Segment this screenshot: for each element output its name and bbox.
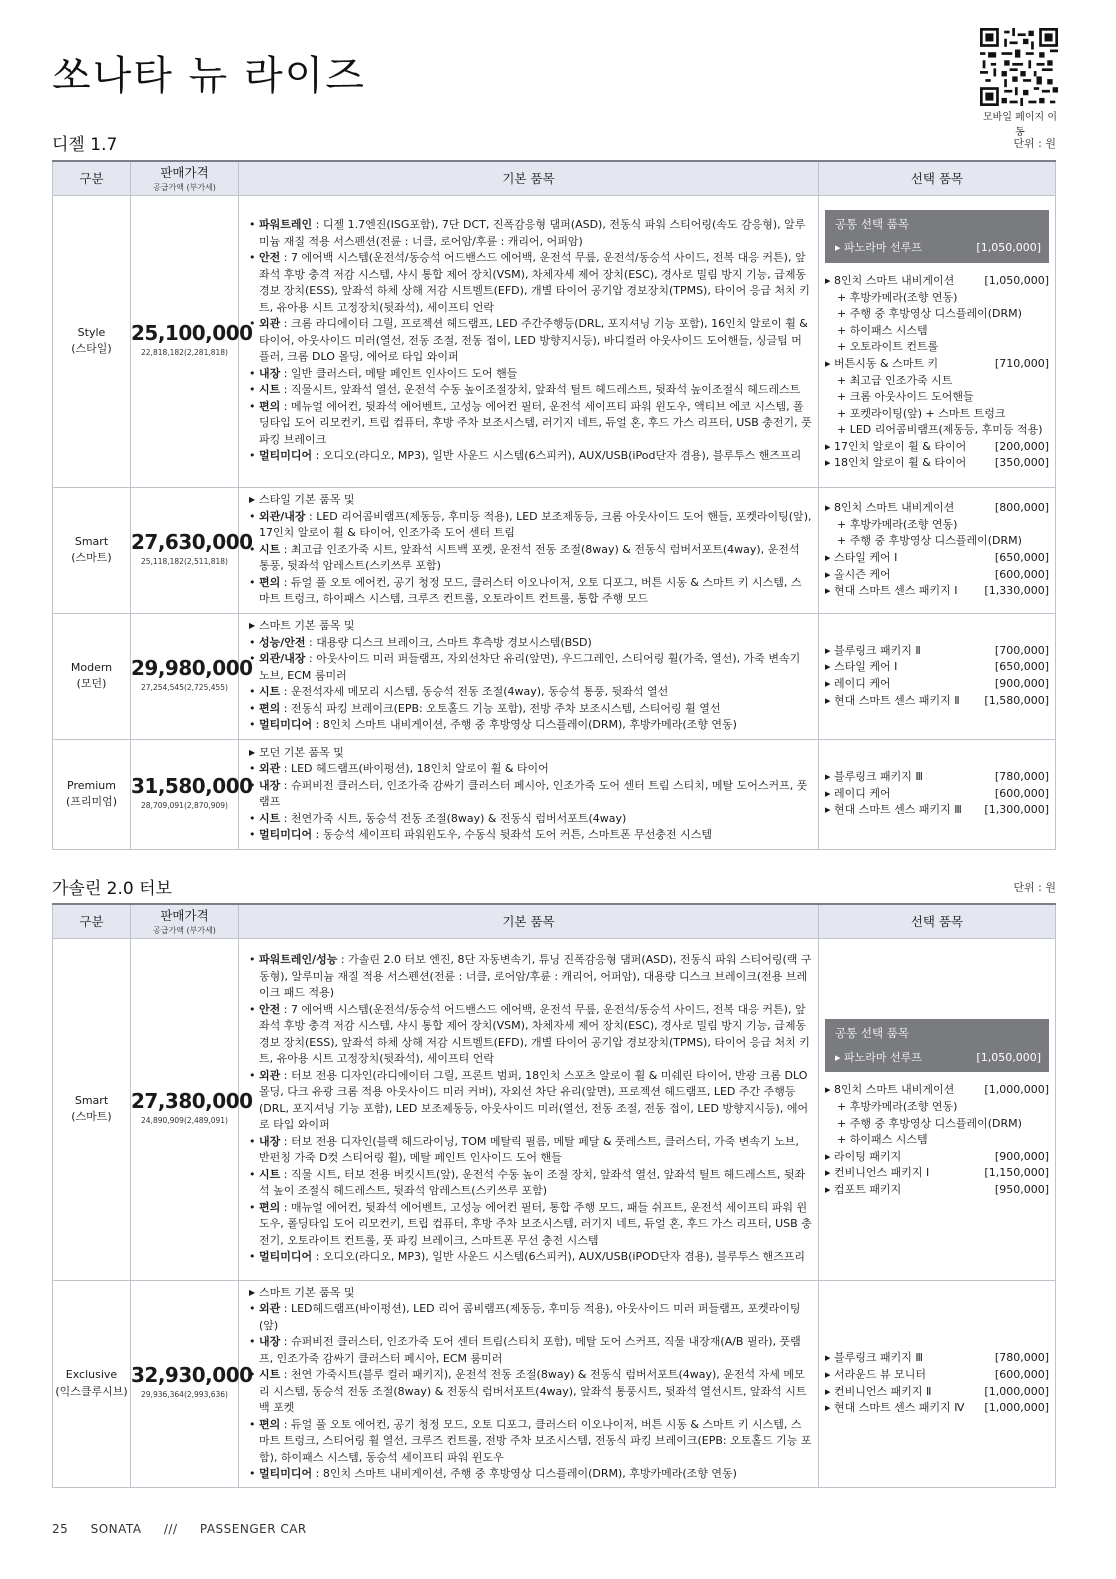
option-cell [819,487,1056,613]
option-item [825,1182,1049,1199]
option-price: [800,000] [994,501,1049,515]
option-price: [710,000] [994,356,1049,370]
option-name: ▸ 블루링크 패키지 Ⅲ [825,769,923,786]
basic-item-category: 내장 [259,1134,281,1148]
header-option: 선택 품목 [819,161,1056,195]
option-price: [950,000] [994,1182,1049,1196]
qr-code-icon [980,28,1058,106]
basic-item-detail: : 오디오(라디오, MP3), 일반 사운드 시스템(6스피커), AUX/USB(iPOD단자 겸용), 블루투스 핸즈프리 [312,1250,806,1264]
basic-item-category: 외관/내장 [259,509,306,523]
basic-item [249,1466,812,1483]
header-option: 선택 품목 [819,904,1056,938]
trim-row [53,195,1056,487]
trim-cell [53,938,131,1280]
option-name: ▸ 컨비니언스 패키지 Ⅰ [825,1165,929,1182]
option-name: ▸ 블루링크 패키지 Ⅲ [825,1350,923,1367]
option-list [825,1082,1049,1198]
header-price-label: 판매가격 [160,165,209,181]
basic-item-category: 내장 [259,778,281,792]
basic-item-category: 멀티미디어 [259,1467,313,1480]
net-price: 25,118,182(2,511,818) [141,556,228,566]
trim-cell [53,1280,131,1487]
option-subitem: + 주행 중 후방영상 디스플레이(DRM) [837,534,1022,548]
option-price: [1,150,000] [984,1166,1049,1180]
basic-item-category: 시트 [259,383,281,397]
basic-item [249,761,812,778]
option-item [825,500,1049,517]
basic-item-category: 멀티미디어 [259,1250,313,1264]
trim-cell [53,739,131,849]
basic-item [249,1417,812,1467]
basic-item [249,399,812,449]
trim-row [53,938,1056,1280]
section-title-diesel: 디젤 1.7 [52,135,118,155]
basic-item-detail: : 직물 시트, 터보 전용 버킷시트(앞), 운전석 수동 높이 조절 장치, 앞좌석 열선, 앞좌석 틸트 헤드레스트, 뒷좌석 높이 조절식 헤드레스트, 뒷좌석 암레스트(스키쓰루 포함) [259,1167,806,1198]
basic-item-category: 성능/안전 [259,635,306,649]
option-price: [600,000] [994,1367,1049,1381]
common-option-name: ▸ 파노라마 선루프 [835,241,922,255]
option-cell [819,613,1056,739]
basic-items-cell [239,487,819,613]
basic-item [249,1301,812,1334]
sale-price: 32,930,000 [131,1363,253,1388]
basic-items-cell [239,613,819,739]
basic-item [249,1167,812,1200]
basic-item-detail: : 동승석 세이프티 파워윈도우, 수동식 뒷좌석 도어 커튼, 스마트폰 무선충전 시스템 [312,828,712,841]
basic-item [249,509,812,542]
option-price: [200,000] [994,439,1049,453]
option-price: [1,000,000] [984,1401,1049,1415]
basic-item-category: 안전 [259,251,281,265]
option-item [825,1350,1049,1367]
common-option-price: [1,050,000] [976,241,1041,255]
option-price: [650,000] [994,660,1049,674]
option-cell [819,195,1056,487]
basic-item-category: 내장 [259,1335,281,1348]
option-list [825,273,1049,472]
basic-item-detail: : 직물시트, 앞좌석 열선, 운전석 수동 높이조절장치, 앞좌석 틸트 헤드레스트, 뒷좌석 높이조절식 헤드레스트 [280,383,801,397]
option-subitem: + 주행 중 후방영상 디스플레이(DRM) [837,307,1022,321]
basic-item [249,827,812,844]
basic-item-category: 멀티미디어 [259,449,313,463]
common-option-item [835,1050,1041,1067]
basic-item-category: 시트 [259,811,281,825]
option-item [825,455,1049,472]
basic-item-detail: : 듀얼 풀 오토 에어컨, 공기 청정 모드, 오토 디포그, 클러스터 이오나이저, 버튼 시동 & 스마트 키 시스템, 스마트 트렁크, 스티어링 휠 열선, 크루즈 컨트롤, 전방 주차 보조시스템, 전동식 파킹 브레이크(EPB: 오토홀드 기능 포함), 하이패스 시스템, 동승석 세이프티 파워 윈도우 [259,1417,812,1464]
trim-row [53,739,1056,849]
basic-items-cell [239,938,819,1280]
basic-item-detail: : 듀얼 풀 오토 에어컨, 공기 청정 모드, 클러스터 이오나이저, 오토 디포그, 버튼 시동 & 스마트 키 시스템, 스마트 트렁크, 하이패스 시스템, 크루즈 컨트롤, 오토라이트 컨트롤, 통합 주행 모드 [259,575,802,606]
basic-item [249,382,812,399]
net-price: 29,936,364(2,993,636) [141,1390,228,1400]
basic-item [249,651,812,684]
basic-items-cell [239,739,819,849]
trim-name: Smart [74,534,109,548]
price-cell [131,938,253,1280]
option-price: [1,580,000] [984,693,1049,707]
basic-item-category: 멀티미디어 [259,828,313,841]
trim-name-kr: (스마트) [71,551,112,564]
basic-item-detail: : 슈퍼비전 클러스터, 인조가죽 도어 센터 트림(스티치 포함), 메탈 도어 스커프, 직물 내장재(A/B 필라), 풋램프, 인조가죽 감싸기 클러스터 페시아, ECM 룸미러 [259,1335,801,1365]
option-price: [600,000] [994,567,1049,581]
option-cell [819,1280,1056,1487]
option-name: ▸ 현대 스마트 센스 패키지 Ⅱ [825,693,960,710]
option-subitem: + 하이패스 시스템 [837,323,928,337]
option-name: ▸ 버튼시동 & 스마트 키 [825,356,938,373]
header-price [131,904,239,938]
basic-item-category: 시트 [259,1368,281,1381]
common-option-box [825,1019,1049,1072]
header-price-label: 판매가격 [160,908,209,924]
option-subitem: + 후방카메라(조향 연동) [837,1100,958,1114]
header-price-sub: 공급가액 (부가세) [153,183,216,193]
basic-items-heading: ▶ 스타일 기본 품목 및 [249,492,812,509]
net-price: 22,818,182(2,281,818) [141,347,228,357]
option-price: [1,330,000] [984,584,1049,598]
option-name: ▸ 8인치 스마트 내비게이션 [825,273,954,290]
basic-item [249,575,812,608]
option-subitem: + 후방카메라(조향 연동) [837,290,958,304]
basic-item-detail: : 오디오(라디오, MP3), 일반 사운드 시스템(6스피커), AUX/USB(iPod단자 겸용), 블루투스 핸즈프리 [312,449,802,463]
option-item [825,583,1049,600]
basic-item-detail: : 디젤 1.7엔진(ISG포함), 7단 DCT, 진폭감응형 댐퍼(ASD), 전동식 파워 스티어링(속도 감응형), 알루미늄 재질 적용 서스펜션(전륜 : 너클, 로어암/후륜 : 캐리어, 어퍼암) [259,218,806,248]
basic-items-cell [239,195,819,487]
option-name: ▸ 현대 스마트 센스 패키지 Ⅰ [825,583,958,600]
common-option-price: [1,050,000] [976,1050,1041,1064]
price-cell [131,487,253,613]
option-name: ▸ 레이디 케어 [825,676,891,693]
basic-item-category: 파워트레인 [259,218,313,232]
option-item [825,550,1049,567]
basic-item-category: 편의 [259,701,281,715]
basic-items-list [249,1285,812,1483]
trim-row [53,487,1056,613]
trim-name-kr: (익스클루시브) [55,1384,128,1398]
header-price [131,161,239,195]
basic-item-detail: : 7 에어백 시스템(운전석/동승석 어드밴스드 에어백, 운전석 무릎, 운전석/동승석 사이드, 전복 대응 커튼), 앞좌석 후방 충격 저감 시스템, 샤시 통합 제어 장치(VSM), 차체자세 제어 장치(ESC), 경사로 밀림 방지 기능, 급제동 경보 장치(ESS), 앞좌석 하체 상해 저감 시트벨트(EFD), 개별 타이어 공기압 경보장치(TPMS), 타이어 응급 처치 키트, 유아용 시트 고정장치(뒷좌석), 세이프티 언락 [259,1002,810,1066]
trim-name: Modern [70,660,113,674]
basic-item [249,542,812,575]
sale-price: 31,580,000 [131,773,253,798]
header-gubun: 구분 [53,161,131,195]
basic-items-heading: ▶ 스마트 기본 품목 및 [249,618,812,635]
basic-item-detail: : 슈퍼비전 클러스터, 인조가죽 감싸기 클러스터 페시아, 인조가죽 도어 센터 트림 스티치, 메탈 도어스커프, 풋램프 [259,778,808,808]
trim-name-kr: (프리미엄) [65,795,118,808]
basic-items-list [249,745,812,844]
option-price: [900,000] [994,1149,1049,1163]
basic-item [249,1367,812,1417]
basic-item-detail: : 운전석자세 메모리 시스템, 동승석 전동 조절(4way), 동승석 통풍, 뒷좌석 열선 [280,685,669,699]
option-subitem: + LED 리어콤비램프(제동등, 후미등 적용) [837,423,1043,437]
basic-item [249,717,812,734]
option-item [825,567,1049,584]
option-name: ▸ 라이팅 패키지 [825,1149,901,1166]
footer-separator: /// [163,1522,178,1536]
basic-item-detail: : LED헤드램프(바이펑션), LED 리어 콤비램프(제동등, 후미등 적용), 아웃사이드 미러 퍼들램프, 포켓라이팅(앞) [259,1302,801,1332]
trim-cell [53,487,131,613]
basic-item [249,635,812,652]
price-cell [131,195,253,487]
basic-item [249,316,812,366]
basic-item [249,778,812,811]
basic-item-detail: : 일반 클러스터, 메탈 페인트 인사이드 도어 핸들 [280,366,518,380]
price-cell [131,613,253,739]
basic-items-cell [239,1280,819,1487]
option-item [825,643,1049,660]
option-name: ▸ 8인치 스마트 내비게이션 [825,1082,954,1099]
option-name: ▸ 스타일 케어 Ⅰ [825,550,897,567]
option-item [825,1367,1049,1384]
option-price: [1,050,000] [984,273,1049,287]
basic-item-category: 시트 [259,542,281,556]
page-number: 25 [52,1522,69,1536]
option-item [825,659,1049,676]
trim-name-kr: (스타일) [71,342,112,355]
option-price: [1,000,000] [984,1083,1049,1097]
basic-item [249,366,812,383]
section-title-gasoline: 가솔린 2.0 터보 [52,879,172,899]
sale-price: 25,100,000 [131,320,253,345]
basic-item [249,952,812,1002]
option-name: ▸ 올시즌 케어 [825,567,891,584]
option-item [825,1384,1049,1401]
option-name: ▸ 현대 스마트 센스 패키지 Ⅲ [825,802,962,819]
option-list [825,500,1049,600]
basic-item-detail: : 8인치 스마트 내비게이션, 주행 중 후방영상 디스플레이(DRM), 후방카메라(조향 연동) [312,718,737,732]
price-cell [131,739,253,849]
option-price: [780,000] [994,770,1049,784]
sale-price: 27,630,000 [131,529,253,554]
basic-item-detail: : 전동식 파킹 브레이크(EPB: 오토홀드 기능 포함), 전방 주차 보조시스템, 스티어링 휠 열선 [280,701,721,715]
basic-item-category: 안전 [259,1002,281,1016]
basic-item-detail: : LED 헤드램프(바이펑션), 18인치 알로이 휠 & 타이어 [280,762,549,775]
basic-item-detail: : 8인치 스마트 내비게이션, 주행 중 후방영상 디스플레이(DRM), 후방카메라(조향 연동) [312,1467,737,1480]
option-subitem: + 후방카메라(조향 연동) [837,517,958,531]
option-name: ▸ 레이디 케어 [825,786,891,803]
basic-item [249,1334,812,1367]
option-price: [600,000] [994,786,1049,800]
common-option-item [835,240,1041,257]
basic-item-detail: : 매뉴얼 에어컨, 뒷좌석 에어벤트, 고성능 에어컨 필터, 통합 주행 모드, 패들 쉬프트, 운전석 세이프티 파워 윈도우, 폴딩타입 도어 리모컨키, 트립 컴퓨터, 후방 주차 보조시스템, 러기지 네트, 듀얼 혼, 후드 가스 리프터, USB 충전기, 오토라이트 컨트롤, 풋 파킹 브레이크, 스마트폰 무선 충전 시스템 [259,1200,812,1247]
option-name: ▸ 서라운드 뷰 모니터 [825,1367,926,1384]
header-gubun: 구분 [53,904,131,938]
option-cell [819,938,1056,1280]
option-item [825,693,1049,710]
header-basic: 기본 품목 [239,161,819,195]
basic-item-detail: : 아웃사이드 미러 퍼들램프, 자외선차단 유리(앞면), 우드그레인, 스티어링 휠(가죽, 열선), 가죽 변속기 노브, ECM 룸미러 [259,652,801,682]
sale-price: 29,980,000 [131,655,253,680]
price-cell [131,1280,253,1487]
net-price: 28,709,091(2,870,909) [141,800,228,810]
trim-name: Premium [67,778,116,792]
footer [52,1522,325,1536]
basic-item [249,448,812,465]
header-basic: 기본 품목 [239,904,819,938]
option-list [825,1350,1049,1416]
unit-label-gasoline: 단위 : 원 [1013,881,1056,894]
basic-item-category: 편의 [259,575,281,589]
common-option-label: 공통 선택 품목 [835,216,909,231]
option-subitem: + 오토라이트 컨트롤 [837,340,939,354]
basic-item [249,1134,812,1167]
sale-price: 27,380,000 [131,1088,253,1113]
basic-item [249,1002,812,1068]
option-price: [700,000] [994,643,1049,657]
option-name: ▸ 블루링크 패키지 Ⅱ [825,643,921,660]
basic-items-list [249,492,812,608]
basic-item-category: 시트 [259,1167,281,1181]
basic-item-detail: : 7 에어백 시스템(운전석/동승석 어드밴스드 에어백, 운전석 무릎, 운전석/동승석 사이드, 전복 대응 커튼), 앞좌석 후방 충격 저감 시스템, 샤시 통합 제어 장치(VSM), 차체자세 제어 장치(ESC), 경사로 밀림 방지 기능, 급제동 경보 장치(ESS), 앞좌석 하체 상해 저감 시트벨트(EFD), 개별 타이어 공기압 경보장치(TPMS), 타이어 응급 처치 키트, 유아용 시트 고정장치(뒷좌석), 세이프티 언락 [259,251,810,314]
basic-item [249,217,812,250]
basic-item [249,1068,812,1134]
option-cell [819,739,1056,849]
basic-item-detail: : 천연 가죽시트(블루 컬러 패키지), 운전석 전동 조절(8way) & 전동식 럼버서포트(4way), 운전석 자세 메모리 시스템, 동승석 전동 조절(8way) & 전동식 럼버서포트(4way), 앞좌석 통풍시트, 뒷좌석 열선시트, 앞좌석 시트백 포켓 [259,1368,807,1414]
option-name: ▸ 컴포트 패키지 [825,1182,901,1199]
option-item [825,1149,1049,1166]
basic-items-heading: ▶ 스마트 기본 품목 및 [249,1285,812,1302]
basic-item-category: 외관 [259,1302,281,1315]
gasoline-spec-table [52,903,1056,1488]
option-name: ▸ 18인치 알로이 휠 & 타이어 [825,455,966,472]
footer-model: SONATA [90,1522,142,1536]
basic-item-detail: : 터보 전용 디자인(블랙 헤드라이닝, TOM 메탈릭 필름, 메탈 페달 & 풋레스트, 클러스터, 가죽 변속기 노브, 반펀칭 가죽 D컷 스티어링 휠), 메탈 페인트 인사이드 도어 핸들 [259,1134,799,1165]
basic-item [249,1200,812,1250]
basic-item-category: 내장 [259,366,281,380]
basic-item-detail: : 대용량 디스크 브레이크, 스마트 후측방 경보시스템(BSD) [305,635,592,649]
trim-name: Smart [74,1093,109,1107]
trim-row [53,1280,1056,1487]
basic-item-detail: : 크롬 라디에이터 그릴, 프로젝션 헤드램프, LED 주간주행등(DRL, 포지셔닝 기능 포함), 16인치 알로이 휠 & 타이어, 아웃사이드 미러(열선, 전동 조절, 전동 접이, LED 방향지시등), 바디컬러 아웃사이드 도어핸들, 싱글팁 머플러, 크롬 DLO 몰딩, 에어로 타입 와이퍼 [259,317,808,364]
trim-cell [53,613,131,739]
trim-name: Style [77,325,106,339]
basic-item [249,811,812,828]
basic-item-detail: : 터보 전용 디자인(라디에이터 그릴, 프론트 범퍼, 18인치 스포츠 알로이 휠 & 미쉐린 타이어, 반광 크롬 DLO 몰딩, 다크 유광 크롬 적용 아웃사이드 미러 커버), 자외선 차단 유리(앞면), 프로젝션 헤드램프, LED 주간 주행등(DRL, 포지셔닝 기능 포함), LED 보조제동등, 아웃사이드 미러(열선, 전동 조절, 전동 접이, LED 방향지시등), 에어로 타입 와이퍼 [259,1068,809,1132]
option-item [825,273,1049,290]
trim-row [53,613,1056,739]
basic-item [249,684,812,701]
basic-items-heading: ▶ 모던 기본 품목 및 [249,745,812,762]
option-list [825,769,1049,819]
unit-label-diesel: 단위 : 원 [1013,137,1056,150]
trim-name-kr: (모던) [76,677,107,690]
net-price: 24,890,909(2,489,091) [141,1115,228,1125]
option-name: ▸ 8인치 스마트 내비게이션 [825,500,954,517]
qr-caption: 모바일 페이지 이동 [983,112,1057,138]
common-option-label: 공통 선택 품목 [835,1026,909,1041]
basic-item-category: 파워트레인/성능 [259,953,338,967]
basic-items-list [249,217,812,465]
basic-item-category: 외관 [259,762,281,775]
diesel-spec-table [52,160,1056,850]
option-subitem: + 크롬 아웃사이드 도어핸들 [837,390,974,404]
basic-item-detail: : 천연가죽 시트, 동승석 전동 조절(8way) & 전동식 럼버서포트(4way) [280,811,627,825]
option-item [825,769,1049,786]
header-price-sub: 공급가액 (부가세) [153,926,216,936]
option-item [825,356,1049,373]
option-subitem: + 주행 중 후방영상 디스플레이(DRM) [837,1116,1022,1130]
option-subitem: + 하이패스 시스템 [837,1133,928,1147]
basic-item [249,701,812,718]
basic-item-detail: : LED 리어콤비램프(제동등, 후미등 적용), LED 보조제동등, 크롬 아웃사이드 도어 핸들, 포켓라이팅(앞), 17인치 알로이 휠 & 타이어, 인조가죽 도어 센터 트림 [259,509,812,540]
basic-item-category: 편의 [259,1200,281,1214]
qr-code[interactable] [980,28,1060,138]
basic-items-list [249,952,812,1266]
option-name: ▸ 스타일 케어 Ⅰ [825,659,897,676]
option-name: ▸ 현대 스마트 센스 패키지 Ⅳ [825,1400,964,1417]
option-price: [1,300,000] [984,803,1049,817]
option-price: [780,000] [994,1351,1049,1365]
option-price: [900,000] [994,677,1049,690]
option-price: [650,000] [994,551,1049,564]
basic-item-detail: : 메뉴얼 에어컨, 뒷좌석 에어벤트, 고성능 에어컨 필터, 운전석 세이프티 파워 윈도우, 액티브 에코 시스템, 폴딩타입 도어 리모컨키, 트립 컴퓨터, 후방 주차 보조시스템, 러기지 네트, 듀얼 혼, 후드 가스 리프터, USB 충전기, 풋 파킹 브레이크 [259,399,812,446]
basic-item-category: 외관/내장 [259,652,306,666]
option-item [825,1165,1049,1182]
basic-item-category: 멀티미디어 [259,718,313,732]
page-title: 쏘나타 뉴 라이즈 [52,53,366,99]
option-item [825,1400,1049,1417]
basic-item-detail: : 가솔린 2.0 터보 엔진, 8단 자동변속기, 튜닝 진폭감응형 댐퍼(ASD), 전동식 파워 스티어링(랙 구동형), 알루미늄 재질 적용 서스펜션(전륜 : 너클, 로어암/후륜 : 캐리어, 어퍼암), 대용량 디스크 브레이크(전용 브레이크 패드 적용) [259,953,812,1000]
common-option-name: ▸ 파노라마 선루프 [835,1050,922,1064]
option-item [825,439,1049,456]
option-name: ▸ 컨비니언스 패키지 Ⅱ [825,1384,931,1401]
option-subitem: + 최고급 인조가죽 시트 [837,373,953,387]
option-item [825,786,1049,803]
option-item [825,1082,1049,1099]
trim-cell [53,195,131,487]
common-option-box [825,210,1049,263]
trim-name-kr: (스마트) [71,1110,112,1123]
basic-item-category: 외관 [259,1068,281,1082]
net-price: 27,254,545(2,725,455) [141,682,228,692]
option-item [825,802,1049,819]
basic-item [249,1249,812,1266]
basic-item-category: 시트 [259,685,281,699]
option-item [825,676,1049,693]
basic-items-list [249,618,812,734]
basic-item-category: 편의 [259,1417,281,1431]
basic-item-detail: : 최고급 인조가죽 시트, 앞좌석 시트백 포켓, 운전석 전동 조절(8way) & 전동식 럼버서포트(4way), 운전석 통풍, 뒷좌석 암레스트(스키쓰루 포함) [259,542,800,573]
basic-item [249,250,812,316]
option-subitem: + 포켓라이팅(앞) + 스마트 트렁크 [837,406,1006,420]
option-price: [1,000,000] [984,1384,1049,1398]
trim-name: Exclusive [65,1368,118,1381]
option-name: ▸ 17인치 알로이 휠 & 타이어 [825,439,966,456]
basic-item-category: 외관 [259,317,281,331]
option-list [825,643,1049,709]
footer-category: PASSENGER CAR [199,1522,307,1536]
option-price: [350,000] [994,456,1049,470]
basic-item-category: 편의 [259,399,281,413]
